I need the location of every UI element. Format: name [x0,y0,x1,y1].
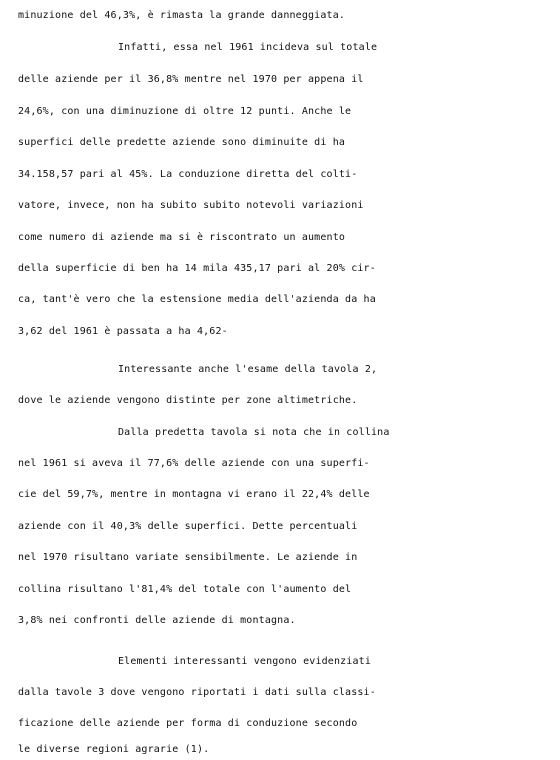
text-line: delle aziende per il 36,8% mentre nel 1970 per appena il [18,74,364,85]
text-line: nel 1970 risultano variate sensibilmente. Le aziende in [18,552,358,563]
text-line: della superficie di ben ha 14 mila 435,17 pari al 20% cir- [18,263,376,274]
text-line: vatore, invece, non ha subito subito notevoli variazioni [18,200,364,211]
text-line: Interessante anche l'esame della tavola 2, [118,364,378,375]
text-line: dalla tavole 3 dove vengono riportati i dati sulla classi- [18,687,376,698]
text-line: 34.158,57 pari al 45%. La conduzione diretta del colti- [18,169,358,180]
text-line: 24,6%, con una diminuzione di oltre 12 punti. Anche le [18,106,352,117]
text-line: come numero di aziende ma si è riscontrato un aumento [18,232,346,243]
text-line: cie del 59,7%, mentre in montagna vi erano il 22,4% delle [18,489,370,500]
text-line: ficazione delle aziende per forma di conduzione secondo [18,718,358,729]
text-line: aziende con il 40,3% delle superfici. Dette percentuali [18,521,358,532]
text-line: Elementi interessanti vengono evidenziati [118,656,371,667]
text-line: le diverse regioni agrarie (1). [18,744,210,755]
text-line: Infatti, essa nel 1961 incideva sul totale [118,42,378,53]
text-line: nel 1961 si aveva il 77,6% delle aziende con una superfi- [18,458,370,469]
text-line: dove le aziende vengono distinte per zone altimetriche. [18,395,358,406]
text-line: ca, tant'è vero che la estensione media dell'azienda da ha [18,294,376,305]
text-line: superfici delle predette aziende sono diminuite di ha [18,137,346,148]
text-line: Dalla predetta tavola si nota che in collina [118,427,390,438]
text-line: 3,8% nei confronti delle aziende di montagna. [18,615,296,626]
text-line: minuzione del 46,3%, è rimasta la grande danneggiata. [18,10,346,21]
text-line: collina risultano l'81,4% del totale con l'aumento del [18,584,352,595]
text-line: 3,62 del 1961 è passata a ha 4,62- [18,326,228,337]
